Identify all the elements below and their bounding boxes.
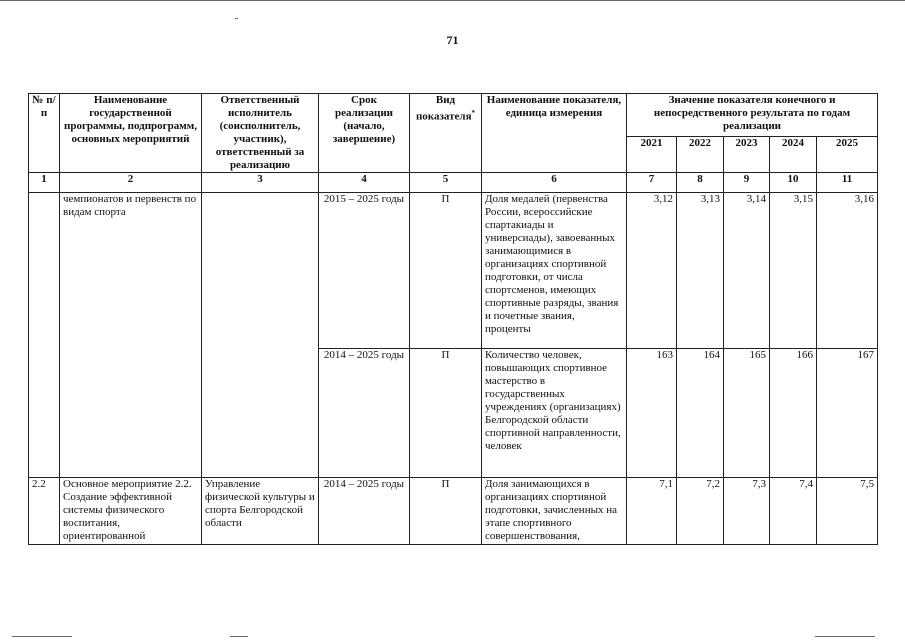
column-number: 4 [319,173,410,193]
row-num [29,193,60,478]
row-indicator-type: П [410,478,482,545]
table-row [29,478,878,545]
column-number: 6 [482,173,627,193]
column-number: 3 [202,173,319,193]
header-year: 2023 [724,137,770,173]
row-period: 2015 – 2025 годы [319,193,410,349]
column-number: 2 [60,173,202,193]
row-indicator-type: П [410,349,482,478]
scan-edge-line [230,636,248,637]
row-program-name: чемпионатов и первенств по видам спорта [60,193,202,478]
row-value-2024: 3,15 [770,193,817,349]
row-value-2022: 164 [677,349,724,478]
indicators-table [28,93,878,545]
row-value-2021: 163 [627,349,677,478]
header-year: 2022 [677,137,724,173]
header-values: Значение показателя конечного и непосредственного результата по годам реализации [627,94,878,137]
row-value-2025: 167 [817,349,878,478]
row-indicator-type: П [410,193,482,349]
row-value-2021: 3,12 [627,193,677,349]
header-program-name: Наименование государственной программы, подпрограмм, основных мероприятий [60,94,202,173]
header-indicator-name: Наименование показателя, единица измерения [482,94,627,173]
row-period: 2014 – 2025 годы [319,478,410,545]
column-number: 8 [677,173,724,193]
row-executor [202,193,319,478]
header-footnote-mark: * [471,109,476,117]
column-number: 7 [627,173,677,193]
column-number: 1 [29,173,60,193]
row-program-name: Основное мероприятие 2.2. Создание эффективной системы физического воспитания, ориентированной [60,478,202,545]
column-number: 11 [817,173,878,193]
scan-edge-line [815,636,875,637]
row-value-2025: 7,5 [817,478,878,545]
row-executor: Управление физической культуры и спорта Белгородской области [202,478,319,545]
row-period: 2014 – 2025 годы [319,349,410,478]
row-value-2022: 3,13 [677,193,724,349]
row-value-2024: 7,4 [770,478,817,545]
page-number: 71 [446,33,459,47]
header-indicator-type [410,94,482,173]
row-value-2023: 3,14 [724,193,770,349]
row-num: 2.2 [29,478,60,545]
scan-edge-line [12,636,72,637]
row-indicator-name: Доля медалей (первенства России, всероссийские спартакиады и универсиады), завоеванных занимающимися в организациях спортивной подготовки, от числа спортсменов, имеющих спортивные разряды, звания и почетные звания, проценты [482,193,627,349]
row-value-2023: 165 [724,349,770,478]
scan-edge-line [0,0,905,1]
column-number: 5 [410,173,482,193]
header-num: № п/п [29,94,60,173]
row-value-2021: 7,1 [627,478,677,545]
row-value-2024: 166 [770,349,817,478]
header-year: 2021 [627,137,677,173]
table-row [29,193,878,349]
row-indicator-name: Количество человек, повышающих спортивное мастерство в государственных учреждениях (организациях) Белгородской области спортивной направленности, человек [482,349,627,478]
column-number: 10 [770,173,817,193]
row-value-2022: 7,2 [677,478,724,545]
row-value-2023: 7,3 [724,478,770,545]
header-indicator-type-label: Вид показателя [415,94,472,123]
header-executor: Ответственный исполнитель (соисполнитель, участник), ответственный за реализацию [202,94,319,173]
header-year: 2025 [817,137,878,173]
header-year: 2024 [770,137,817,173]
header-period: Срок реализации (начало, завершение) [319,94,410,173]
scan-edge-line [235,18,238,19]
row-value-2025: 3,16 [817,193,878,349]
row-indicator-name: Доля занимающихся в организациях спортивной подготовки, зачисленных на этапе спортивного совершенствования, [482,478,627,545]
column-number: 9 [724,173,770,193]
